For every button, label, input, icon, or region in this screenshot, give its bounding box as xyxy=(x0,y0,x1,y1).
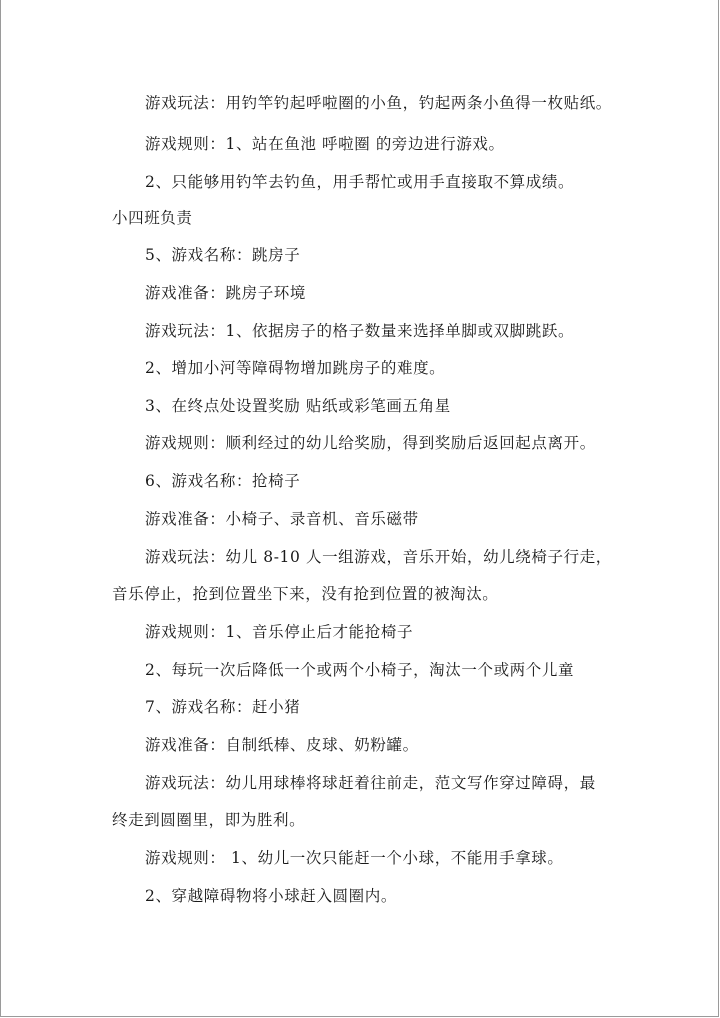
paragraph-line: 游戏玩法：用钓竿钓起呼啦圈的小鱼，钓起两条小鱼得一枚贴纸。 xyxy=(145,94,612,112)
paragraph-line: 游戏规则：1、音乐停止后才能抢椅子 xyxy=(145,623,414,641)
paragraph-line: 游戏准备：小椅子、录音机、音乐磁带 xyxy=(145,510,419,528)
section-heading: 7、游戏名称：赶小猪 xyxy=(145,698,301,716)
paragraph-line: 3、在终点处设置奖励 贴纸或彩笔画五角星 xyxy=(145,397,451,415)
section-heading: 5、游戏名称：跳房子 xyxy=(145,246,301,264)
paragraph-line: 游戏玩法：幼儿用球棒将球赶着往前走，范文写作穿过障碍，最 xyxy=(145,774,596,792)
paragraph-line: 游戏准备：跳房子环境 xyxy=(145,284,307,302)
paragraph-line: 游戏玩法：幼儿 8-10 人一组游戏，音乐开始，幼儿绕椅子行走， xyxy=(145,548,612,566)
section-heading: 6、游戏名称：抢椅子 xyxy=(145,472,301,490)
paragraph-line: 游戏准备：自制纸棒、皮球、奶粉罐。 xyxy=(145,736,419,754)
paragraph-line: 游戏规则：顺利经过的幼儿给奖励，得到奖励后返回起点离开。 xyxy=(145,434,596,452)
paragraph-line: 2、增加小河等障碍物增加跳房子的难度。 xyxy=(145,359,446,377)
paragraph-line: 游戏规则：1、站在鱼池 呼啦圈 的旁边进行游戏。 xyxy=(145,135,505,153)
paragraph-line: 2、每玩一次后降低一个或两个小椅子，淘汰一个或两个儿童 xyxy=(145,661,575,679)
paragraph-line: 终走到圆圈里，即为胜利。 xyxy=(112,811,306,829)
paragraph-line: 2、只能够用钓竿去钓鱼，用手帮忙或用手直接取不算成绩。 xyxy=(145,173,575,191)
paragraph-line: 音乐停止，抢到位置坐下来，没有抢到位置的被淘汰。 xyxy=(112,585,499,603)
paragraph-line: 游戏玩法：1、依据房子的格子数量来选择单脚或双脚跳跃。 xyxy=(145,322,575,340)
paragraph-line: 小四班负责 xyxy=(112,209,193,227)
paragraph-line: 游戏规则： 1、幼儿一次只能赶一个小球，不能用手拿球。 xyxy=(145,849,564,867)
paragraph-line: 2、穿越障碍物将小球赶入圆圈内。 xyxy=(145,887,397,905)
